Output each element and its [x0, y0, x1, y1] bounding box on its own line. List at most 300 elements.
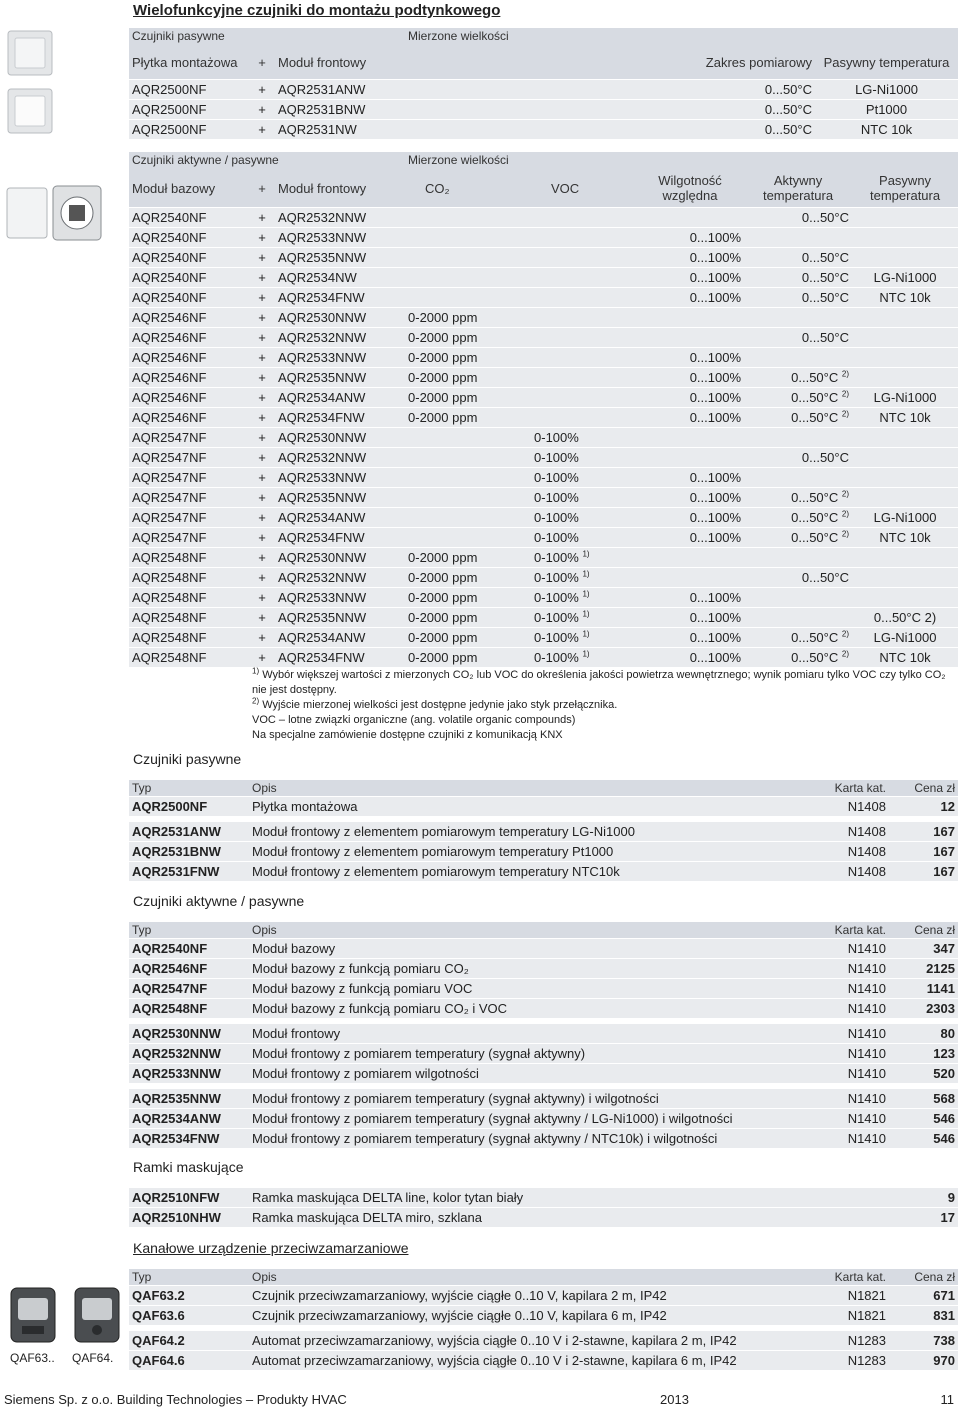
footnote-mark: 2) — [841, 489, 850, 499]
col-passive: Pasywny temperatura — [815, 45, 958, 80]
co2-value: 0-2000 ppm — [405, 308, 531, 328]
product-code: QAF63.6 — [129, 1306, 249, 1326]
col-passive-temp: Pasywny temperatura — [852, 169, 958, 208]
module-code: AQR2533NNW — [275, 348, 405, 368]
passive-value: LG-Ni1000 — [815, 80, 958, 100]
humidity-value: 0...100% — [636, 628, 744, 648]
catalog-sheet: N1283 — [783, 1331, 898, 1351]
co2-value — [405, 268, 531, 288]
footnote-mark: 2) — [841, 409, 850, 419]
humidity-value — [636, 328, 744, 348]
humidity-value — [636, 548, 744, 568]
active-temp-value — [744, 228, 852, 248]
active-temp-value — [744, 648, 852, 668]
humidity-value: 0...100% — [636, 268, 744, 288]
matrix-row — [129, 408, 958, 428]
base-code: AQR2547NF — [129, 528, 249, 548]
header-opis: Opis — [249, 1269, 783, 1286]
header-cena: Cena zł — [898, 922, 958, 939]
catalog-sheet: N1408 — [783, 797, 898, 817]
passive-temp-value — [852, 548, 958, 568]
voc-text: 0-100% — [534, 490, 579, 505]
product-code: AQR2500NF — [129, 797, 249, 817]
humidity-value: 0...100% — [636, 488, 744, 508]
table-header — [129, 780, 958, 797]
plus-sign: + — [249, 568, 275, 588]
matrix-row — [129, 368, 958, 388]
plus-sign: + — [249, 120, 275, 140]
matrix-row — [129, 248, 958, 268]
header-kat: Karta kat. — [783, 780, 898, 797]
footer-year: 2013 — [660, 1392, 689, 1407]
product-description: Moduł bazowy z funkcją pomiaru VOC — [249, 979, 783, 999]
plus-sign: + — [249, 408, 275, 428]
passive-temp-value — [852, 448, 958, 468]
temp-text: 0...50°C — [791, 650, 839, 665]
table-row — [129, 1044, 958, 1064]
measured-label: Mierzone wielkości — [405, 152, 958, 169]
module-code: AQR2530NNW — [275, 428, 405, 448]
product-price: 520 — [898, 1064, 958, 1084]
footnote-mark: 2) — [841, 649, 850, 659]
front-module-image — [7, 88, 53, 134]
footnote-voc: VOC – lotne związki organiczne (ang. volatile organic compounds) — [252, 714, 576, 726]
base-code: AQR2540NF — [129, 248, 249, 268]
matrix-row — [129, 468, 958, 488]
plus-sign: + — [249, 488, 275, 508]
header-cena: Cena zł — [898, 780, 958, 797]
active-temp-value — [744, 548, 852, 568]
product-price: 167 — [898, 842, 958, 862]
humidity-value: 0...100% — [636, 508, 744, 528]
module-code: AQR2532NNW — [275, 328, 405, 348]
header-kat: Karta kat. — [783, 1269, 898, 1286]
product-description: Moduł frontowy z pomiarem wilgotności — [249, 1064, 783, 1084]
co2-value — [405, 228, 531, 248]
humidity-value: 0...100% — [636, 608, 744, 628]
product-price: 12 — [898, 797, 958, 817]
product-code: QAF64.6 — [129, 1351, 249, 1371]
humidity-value — [636, 208, 744, 228]
module-code: AQR2534ANW — [275, 388, 405, 408]
active-temp-value — [744, 508, 852, 528]
active-temp-value — [744, 628, 852, 648]
base-code: AQR2546NF — [129, 388, 249, 408]
base-code: AQR2548NF — [129, 608, 249, 628]
plus-sign: + — [249, 388, 275, 408]
active-temp-value — [744, 208, 852, 228]
co2-value — [405, 488, 531, 508]
base-code: AQR2540NF — [129, 228, 249, 248]
voc-text: 0-100% — [534, 430, 579, 445]
plus-sign: + — [249, 308, 275, 328]
catalog-sheet: N1821 — [783, 1286, 898, 1306]
matrix-row — [129, 208, 958, 228]
plus-sign: + — [249, 328, 275, 348]
product-price: 671 — [898, 1286, 958, 1306]
co2-value: 0-2000 ppm — [405, 408, 531, 428]
product-description: Ramka maskująca DELTA line, kolor tytan biały — [249, 1188, 783, 1208]
temp-text: 0...50°C — [791, 510, 839, 525]
page-title: Wielofunkcyjne czujniki do montażu podtynkowego — [133, 2, 501, 19]
active-temp-value — [744, 308, 852, 328]
voc-value — [531, 448, 636, 468]
table-row — [129, 822, 958, 842]
passive-temp-value — [852, 208, 958, 228]
base-code: AQR2548NF — [129, 648, 249, 668]
qaf64-image — [72, 1284, 122, 1346]
product-description: Moduł bazowy z funkcją pomiaru CO₂ i VOC — [249, 999, 783, 1019]
module-code: AQR2534ANW — [275, 628, 405, 648]
temp-text: 0...50°C — [791, 490, 839, 505]
product-price: 546 — [898, 1109, 958, 1129]
matrix-row — [129, 568, 958, 588]
matrix-row — [129, 508, 958, 528]
empty-cell — [405, 80, 675, 100]
header-typ: Typ — [129, 922, 249, 939]
product-code: AQR2540NF — [129, 939, 249, 959]
matrix-row — [129, 328, 958, 348]
humidity-value: 0...100% — [636, 528, 744, 548]
catalog-sheet: N1408 — [783, 822, 898, 842]
module-code: AQR2535NNW — [275, 488, 405, 508]
humidity-value: 0...100% — [636, 388, 744, 408]
voc-text: 0-100% — [534, 550, 579, 565]
catalog-sheet: N1410 — [783, 1089, 898, 1109]
header-cena: Cena zł — [898, 1269, 958, 1286]
col-range: Zakres pomiarowy — [675, 45, 815, 80]
product-description: Ramka maskująca DELTA miro, szklana — [249, 1208, 783, 1228]
base-code: AQR2548NF — [129, 548, 249, 568]
temp-text: 0...50°C — [801, 210, 850, 225]
product-code: QAF64.2 — [129, 1331, 249, 1351]
product-description: Moduł frontowy z pomiarem temperatury (sygnał aktywny) i wilgotności — [249, 1089, 783, 1109]
temp-text: 0...50°C — [801, 450, 850, 465]
humidity-value: 0...100% — [636, 348, 744, 368]
matrix-row — [129, 288, 958, 308]
matrix-row — [129, 548, 958, 568]
active-temp-value — [744, 268, 852, 288]
passive-temp-value — [852, 468, 958, 488]
col-co2: CO₂ — [405, 169, 531, 208]
base-code: AQR2547NF — [129, 448, 249, 468]
col-humidity: Wilgotność względna — [636, 169, 744, 208]
matrix-row — [129, 120, 958, 140]
product-code: AQR2531FNW — [129, 862, 249, 882]
footnotes — [252, 668, 960, 743]
module-code: AQR2534FNW — [275, 648, 405, 668]
catalog-sheet — [783, 1188, 898, 1208]
footnote-mark: 1) — [582, 609, 590, 619]
base-code: AQR2540NF — [129, 208, 249, 228]
co2-value: 0-2000 ppm — [405, 328, 531, 348]
passive-matrix-table — [129, 28, 958, 139]
product-description: Moduł frontowy z elementem pomiarowym temperatury NTC10k — [249, 862, 783, 882]
module-code: AQR2534FNW — [275, 408, 405, 428]
matrix-row — [129, 648, 958, 668]
matrix-row — [129, 80, 958, 100]
voc-value — [531, 468, 636, 488]
co2-value: 0-2000 ppm — [405, 388, 531, 408]
passive-temp-value: LG-Ni1000 — [852, 508, 958, 528]
base-code: AQR2548NF — [129, 568, 249, 588]
base-code: AQR2500NF — [129, 100, 249, 120]
col-voc: VOC — [531, 169, 636, 208]
matrix-row — [129, 448, 958, 468]
co2-value: 0-2000 ppm — [405, 568, 531, 588]
temp-text: 0...50°C — [801, 270, 850, 285]
product-price: 2125 — [898, 959, 958, 979]
voc-value — [531, 288, 636, 308]
base-code: AQR2546NF — [129, 308, 249, 328]
catalog-sheet: N1283 — [783, 1351, 898, 1371]
product-code: AQR2531BNW — [129, 842, 249, 862]
voc-text: 0-100% — [534, 650, 579, 665]
voc-text: 0-100% — [534, 510, 579, 525]
passive-temp-value: LG-Ni1000 — [852, 268, 958, 288]
matrix-row — [129, 268, 958, 288]
footnote-1: $^{1)}$ Wybór większej wartości z mierzonych CO₂ lub VOC do określenia jakości powietrza wewnętrznego; wynik pomiaru tylko VOC czy tylko CO₂ nie jest dostępny. — [252, 666, 946, 696]
module-code: AQR2533NNW — [275, 468, 405, 488]
passive-value: NTC 10k — [815, 120, 958, 140]
active-sensor-image — [5, 182, 105, 244]
voc-text: 0-100% — [534, 450, 579, 465]
co2-value — [405, 248, 531, 268]
catalog-sheet: N1821 — [783, 1306, 898, 1326]
voc-value — [531, 608, 636, 628]
voc-value — [531, 408, 636, 428]
base-code: AQR2547NF — [129, 508, 249, 528]
product-price: 738 — [898, 1331, 958, 1351]
co2-value — [405, 208, 531, 228]
passive-temp-value: NTC 10k — [852, 288, 958, 308]
plus-sign: + — [249, 608, 275, 628]
base-code: AQR2500NF — [129, 120, 249, 140]
footnote-mark: 1) — [582, 549, 590, 559]
plus-sign: + — [249, 628, 275, 648]
product-code: AQR2533NNW — [129, 1064, 249, 1084]
active-temp-value — [744, 488, 852, 508]
active-temp-value — [744, 388, 852, 408]
product-price: 80 — [898, 1024, 958, 1044]
voc-value — [531, 308, 636, 328]
passive-temp-value — [852, 568, 958, 588]
passive-temp-value: LG-Ni1000 — [852, 628, 958, 648]
temp-text: 0...50°C — [801, 290, 850, 305]
co2-value — [405, 428, 531, 448]
active-temp-value — [744, 408, 852, 428]
active-temp-value — [744, 568, 852, 588]
product-code: AQR2547NF — [129, 979, 249, 999]
humidity-value: 0...100% — [636, 648, 744, 668]
voc-value — [531, 648, 636, 668]
humidity-value: 0...100% — [636, 588, 744, 608]
product-price: 167 — [898, 862, 958, 882]
voc-value — [531, 428, 636, 448]
product-code: AQR2534FNW — [129, 1129, 249, 1149]
temp-text: 0...50°C — [791, 410, 839, 425]
passive-temp-value — [852, 308, 958, 328]
product-price: 2303 — [898, 999, 958, 1019]
plus-sign: + — [249, 448, 275, 468]
base-code: AQR2547NF — [129, 488, 249, 508]
passive-temp-value — [852, 488, 958, 508]
product-price: 17 — [898, 1208, 958, 1228]
passive-temp-value: NTC 10k — [852, 648, 958, 668]
table-row — [129, 797, 958, 817]
plus-sign: + — [249, 268, 275, 288]
heading-passive: Czujniki pasywne — [133, 751, 242, 767]
humidity-value: 0...100% — [636, 408, 744, 428]
group-label: Czujniki pasywne — [129, 28, 405, 45]
module-code: AQR2535NNW — [275, 248, 405, 268]
co2-value: 0-2000 ppm — [405, 628, 531, 648]
table-row — [129, 1089, 958, 1109]
heading-frames: Ramki maskujące — [133, 1159, 244, 1175]
plus-sign: + — [249, 228, 275, 248]
module-code: AQR2531ANW — [275, 80, 405, 100]
module-code: AQR2532NNW — [275, 208, 405, 228]
catalog-sheet: N1410 — [783, 1024, 898, 1044]
passive-temp-value — [852, 348, 958, 368]
humidity-value — [636, 308, 744, 328]
product-code: AQR2530NNW — [129, 1024, 249, 1044]
product-description: Automat przeciwzamarzaniowy, wyjścia ciągłe 0..10 V i 2-stawne, kapilara 2 m, IP42 — [249, 1331, 783, 1351]
footnote-mark: 1) — [582, 589, 590, 599]
active-temp-value — [744, 608, 852, 628]
passive-value: Pt1000 — [815, 100, 958, 120]
table-row — [129, 939, 958, 959]
product-code: AQR2535NNW — [129, 1089, 249, 1109]
base-code: AQR2546NF — [129, 348, 249, 368]
matrix-row — [129, 348, 958, 368]
humidity-value: 0...100% — [636, 368, 744, 388]
active-temp-value — [744, 288, 852, 308]
co2-value: 0-2000 ppm — [405, 588, 531, 608]
product-code: QAF63.2 — [129, 1286, 249, 1306]
catalog-sheet: N1410 — [783, 979, 898, 999]
module-code: AQR2535NNW — [275, 608, 405, 628]
active-temp-value — [744, 348, 852, 368]
temp-text: 0...50°C — [801, 250, 850, 265]
active-temp-value — [744, 248, 852, 268]
matrix-row — [129, 100, 958, 120]
product-price: 546 — [898, 1129, 958, 1149]
plus-sign: + — [249, 80, 275, 100]
co2-value — [405, 528, 531, 548]
module-code: AQR2533NNW — [275, 588, 405, 608]
product-price: 970 — [898, 1351, 958, 1371]
heading-frost: Kanałowe urządzenie przeciwzamarzaniowe — [133, 1240, 409, 1256]
passive-temp-value — [852, 588, 958, 608]
voc-value — [531, 488, 636, 508]
footer-page-number: 11 — [940, 1392, 954, 1407]
table-row — [129, 1208, 958, 1228]
voc-text: 0-100% — [534, 610, 579, 625]
table-row — [129, 1064, 958, 1084]
voc-value — [531, 388, 636, 408]
header-opis: Opis — [249, 922, 783, 939]
catalog-sheet: N1410 — [783, 999, 898, 1019]
base-code: AQR2546NF — [129, 408, 249, 428]
product-price: 1141 — [898, 979, 958, 999]
product-price: 347 — [898, 939, 958, 959]
empty-cell — [405, 100, 675, 120]
product-description: Moduł frontowy z pomiarem temperatury (sygnał aktywny / NTC10k) i wilgotności — [249, 1129, 783, 1149]
base-code: AQR2547NF — [129, 468, 249, 488]
plus-sign: + — [249, 348, 275, 368]
footer-company: Siemens Sp. z o.o. Building Technologies – Produkty HVAC — [4, 1392, 347, 1407]
module-code: AQR2532NNW — [275, 568, 405, 588]
footnote-2: $^{2)}$ Wyjście mierzonej wielkości jest dostępne jedynie jako styk przełącznika. — [252, 696, 618, 711]
footnote-mark: 2) — [841, 389, 850, 399]
humidity-value — [636, 568, 744, 588]
product-description: Płytka montażowa — [249, 797, 783, 817]
base-code: AQR2500NF — [129, 80, 249, 100]
matrix-row — [129, 528, 958, 548]
product-code: AQR2546NF — [129, 959, 249, 979]
plus-sign: + — [249, 248, 275, 268]
passive-temp-value: LG-Ni1000 — [852, 388, 958, 408]
product-price: 167 — [898, 822, 958, 842]
plus-sign: + — [249, 169, 275, 208]
footnote-mark: 2) — [841, 509, 850, 519]
humidity-value: 0...100% — [636, 228, 744, 248]
voc-value — [531, 268, 636, 288]
price-table-passive — [129, 780, 958, 881]
plus-sign: + — [249, 100, 275, 120]
voc-value — [531, 208, 636, 228]
module-code: AQR2534FNW — [275, 288, 405, 308]
base-code: AQR2547NF — [129, 428, 249, 448]
col-base: Moduł bazowy — [129, 169, 249, 208]
temp-text: 0...50°C — [801, 330, 850, 345]
header-kat: Karta kat. — [783, 922, 898, 939]
product-price: 831 — [898, 1306, 958, 1326]
catalog-sheet: N1408 — [783, 862, 898, 882]
catalog-sheet: N1410 — [783, 939, 898, 959]
active-temp-value — [744, 528, 852, 548]
module-code: AQR2533NNW — [275, 228, 405, 248]
product-description: Moduł frontowy z pomiarem temperatury (sygnał aktywny) — [249, 1044, 783, 1064]
footnote-mark: 2) — [841, 529, 850, 539]
plus-sign: + — [249, 468, 275, 488]
passive-temp-value: NTC 10k — [852, 528, 958, 548]
heading-active: Czujniki aktywne / pasywne — [133, 893, 305, 909]
product-price: 9 — [898, 1188, 958, 1208]
product-description: Moduł frontowy z elementem pomiarowym temperatury LG-Ni1000 — [249, 822, 783, 842]
passive-temp-value — [852, 428, 958, 448]
voc-value — [531, 528, 636, 548]
table-row — [129, 1351, 958, 1371]
col-module: Moduł frontowy — [275, 169, 405, 208]
module-code: AQR2532NNW — [275, 448, 405, 468]
temp-text: 0...50°C — [801, 570, 850, 585]
active-temp-value — [744, 368, 852, 388]
passive-temp-value: NTC 10k — [852, 408, 958, 428]
product-description: Moduł bazowy z funkcją pomiaru CO₂ — [249, 959, 783, 979]
voc-value — [531, 548, 636, 568]
empty-cell — [405, 120, 675, 140]
matrix-row — [129, 488, 958, 508]
base-code: AQR2540NF — [129, 268, 249, 288]
humidity-value — [636, 428, 744, 448]
temp-text: 0...50°C — [791, 530, 839, 545]
active-temp-value — [744, 468, 852, 488]
voc-text: 0-100% — [534, 570, 579, 585]
plus-sign: + — [249, 368, 275, 388]
plus-sign: + — [249, 528, 275, 548]
